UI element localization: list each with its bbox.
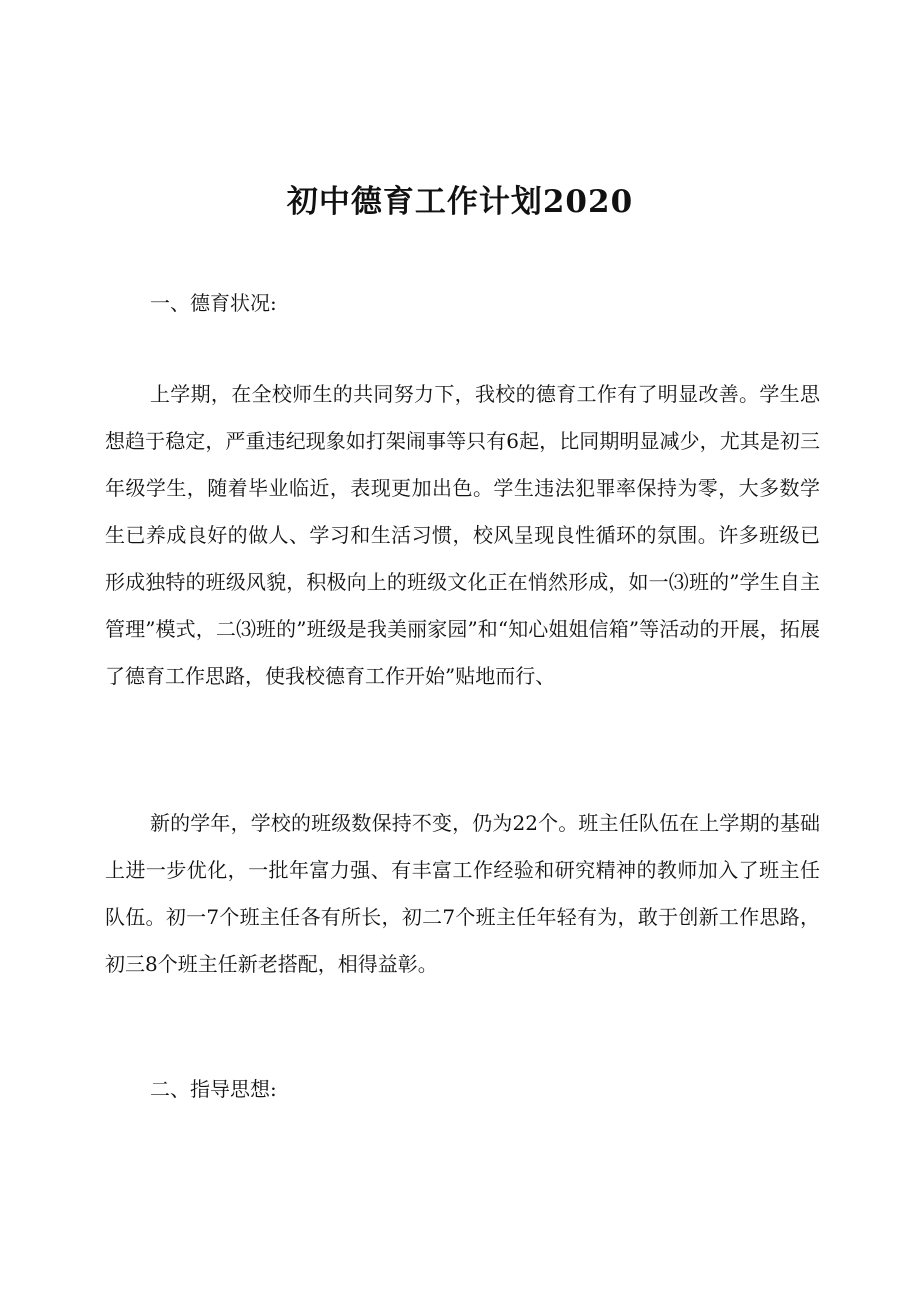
section-heading-moral-status: 一、德育状况: <box>150 291 277 315</box>
section-heading-guiding-thought: 二、指导思想: <box>150 1077 277 1101</box>
paragraph-new-school-year: 新的学年，学校的班级数保持不变，仍为22个。班主任队伍在上学期的基础上进一步优化，一批年富力强、有丰富工作经验和研究精神的教师加入了班主任队伍。初一7个班主任各有所长，初二7个班主任年轻有为，敢于创新工作思路，初三8个班主任新老搭配，相得益彰。 <box>105 811 820 976</box>
paragraph-last-semester: 上学期，在全校师生的共同努力下，我校的德育工作有了明显改善。学生思想趋于稳定，严重违纪现象如打架闹事等只有6起，比同期明显减少，尤其是初三年级学生，随着毕业临近，表现更加出色。学生违法犯罪率保持为零，大多数学生已养成良好的做人、学习和生活习惯，校风呈现良性循环的氛围。许多班级已形成独特的班级风貌，积极向上的班级文化正在悄然形成，如一⑶班的”学生自主管理”模式，二⑶班的”班级是我美丽家园”和“知心姐姐信箱”等活动的开展，拓展了德育工作思路，使我校德育工作开始”贴地而行、 <box>105 382 820 688</box>
document-title: 初中德育工作计划2020 <box>286 184 634 220</box>
